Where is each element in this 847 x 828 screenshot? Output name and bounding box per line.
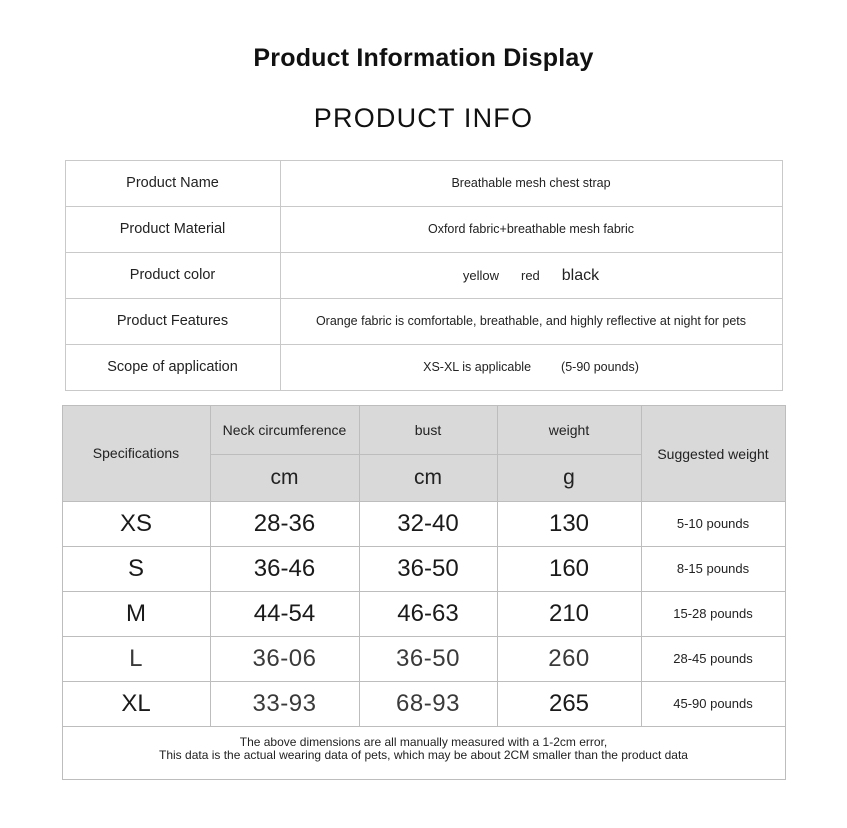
size-neck-m: 44-54 bbox=[210, 592, 359, 637]
header-specifications: Specifications bbox=[62, 406, 210, 502]
table-row bbox=[62, 682, 785, 727]
size-suggested-l: 28-45 pounds bbox=[641, 637, 785, 682]
table-row bbox=[65, 253, 782, 299]
info-value-product-color bbox=[280, 253, 782, 299]
size-table-header-row bbox=[62, 406, 785, 455]
size-weight-xl: 265 bbox=[497, 682, 641, 727]
info-label-product-color: Product color bbox=[65, 253, 280, 299]
size-bust-xs: 32-40 bbox=[359, 502, 497, 547]
size-bust-s: 36-50 bbox=[359, 547, 497, 592]
size-bust-m: 46-63 bbox=[359, 592, 497, 637]
size-suggested-m: 15-28 pounds bbox=[641, 592, 785, 637]
info-value-product-name: Breathable mesh chest strap bbox=[280, 161, 782, 207]
size-weight-s: 160 bbox=[497, 547, 641, 592]
scope-range: XS-XL is applicable bbox=[423, 360, 532, 375]
size-label-xs: XS bbox=[62, 502, 210, 547]
measurement-note-wrap bbox=[63, 727, 785, 779]
size-suggested-xs: 5-10 pounds bbox=[641, 502, 785, 547]
size-weight-l: 260 bbox=[497, 637, 641, 682]
info-label-scope-of-application: Scope of application bbox=[65, 345, 280, 391]
header-bust: bust bbox=[359, 406, 497, 455]
size-bust-l: 36-50 bbox=[359, 637, 497, 682]
size-label-l: L bbox=[62, 637, 210, 682]
unit-neck: cm bbox=[210, 455, 359, 502]
info-label-product-features: Product Features bbox=[65, 299, 280, 345]
size-chart-table bbox=[62, 405, 786, 780]
product-info-page bbox=[0, 44, 847, 828]
size-table-note-row bbox=[62, 727, 785, 780]
table-row bbox=[62, 637, 785, 682]
color-option-yellow: yellow bbox=[462, 267, 499, 283]
size-suggested-s: 8-15 pounds bbox=[641, 547, 785, 592]
info-value-product-material: Oxford fabric+breathable mesh fabric bbox=[280, 207, 782, 253]
size-suggested-xl: 45-90 pounds bbox=[641, 682, 785, 727]
unit-bust: cm bbox=[359, 455, 497, 502]
measurement-note bbox=[62, 727, 785, 780]
color-option-black: black bbox=[561, 266, 600, 284]
size-neck-l: 36-06 bbox=[210, 637, 359, 682]
color-list bbox=[281, 265, 782, 287]
table-row bbox=[65, 161, 782, 207]
size-label-s: S bbox=[62, 547, 210, 592]
measurement-note-line1: The above dimensions are all manually measured with a 1-2cm error, bbox=[239, 735, 608, 749]
size-neck-xs: 28-36 bbox=[210, 502, 359, 547]
unit-weight: g bbox=[497, 455, 641, 502]
table-row bbox=[65, 299, 782, 345]
info-label-product-material: Product Material bbox=[65, 207, 280, 253]
table-row bbox=[62, 547, 785, 592]
info-label-product-name: Product Name bbox=[65, 161, 280, 207]
header-weight: weight bbox=[497, 406, 641, 455]
size-label-m: M bbox=[62, 592, 210, 637]
size-neck-xl: 33-93 bbox=[210, 682, 359, 727]
info-value-product-features: Orange fabric is comfortable, breathable, and highly reflective at night for pets bbox=[280, 299, 782, 345]
info-value-scope-of-application bbox=[280, 345, 782, 391]
color-option-red: red bbox=[520, 267, 540, 283]
size-label-xl: XL bbox=[62, 682, 210, 727]
table-row bbox=[65, 345, 782, 391]
page-subtitle: PRODUCT INFO bbox=[313, 103, 534, 133]
size-weight-m: 210 bbox=[497, 592, 641, 637]
size-weight-xs: 130 bbox=[497, 502, 641, 547]
header-suggested-weight: Suggested weight bbox=[641, 406, 785, 502]
size-neck-s: 36-46 bbox=[210, 547, 359, 592]
size-bust-xl: 68-93 bbox=[359, 682, 497, 727]
scope-values bbox=[281, 359, 782, 376]
table-row bbox=[65, 207, 782, 253]
scope-weight: (5-90 pounds) bbox=[561, 360, 639, 375]
measurement-note-line2: This data is the actual wearing data of pets, which may be about 2CM smaller than the product data bbox=[159, 748, 688, 762]
table-row bbox=[62, 502, 785, 547]
header-neck-circumference: Neck circumference bbox=[210, 406, 359, 455]
page-title: Product Information Display bbox=[253, 44, 594, 72]
table-row bbox=[62, 592, 785, 637]
product-info-table bbox=[65, 160, 783, 391]
